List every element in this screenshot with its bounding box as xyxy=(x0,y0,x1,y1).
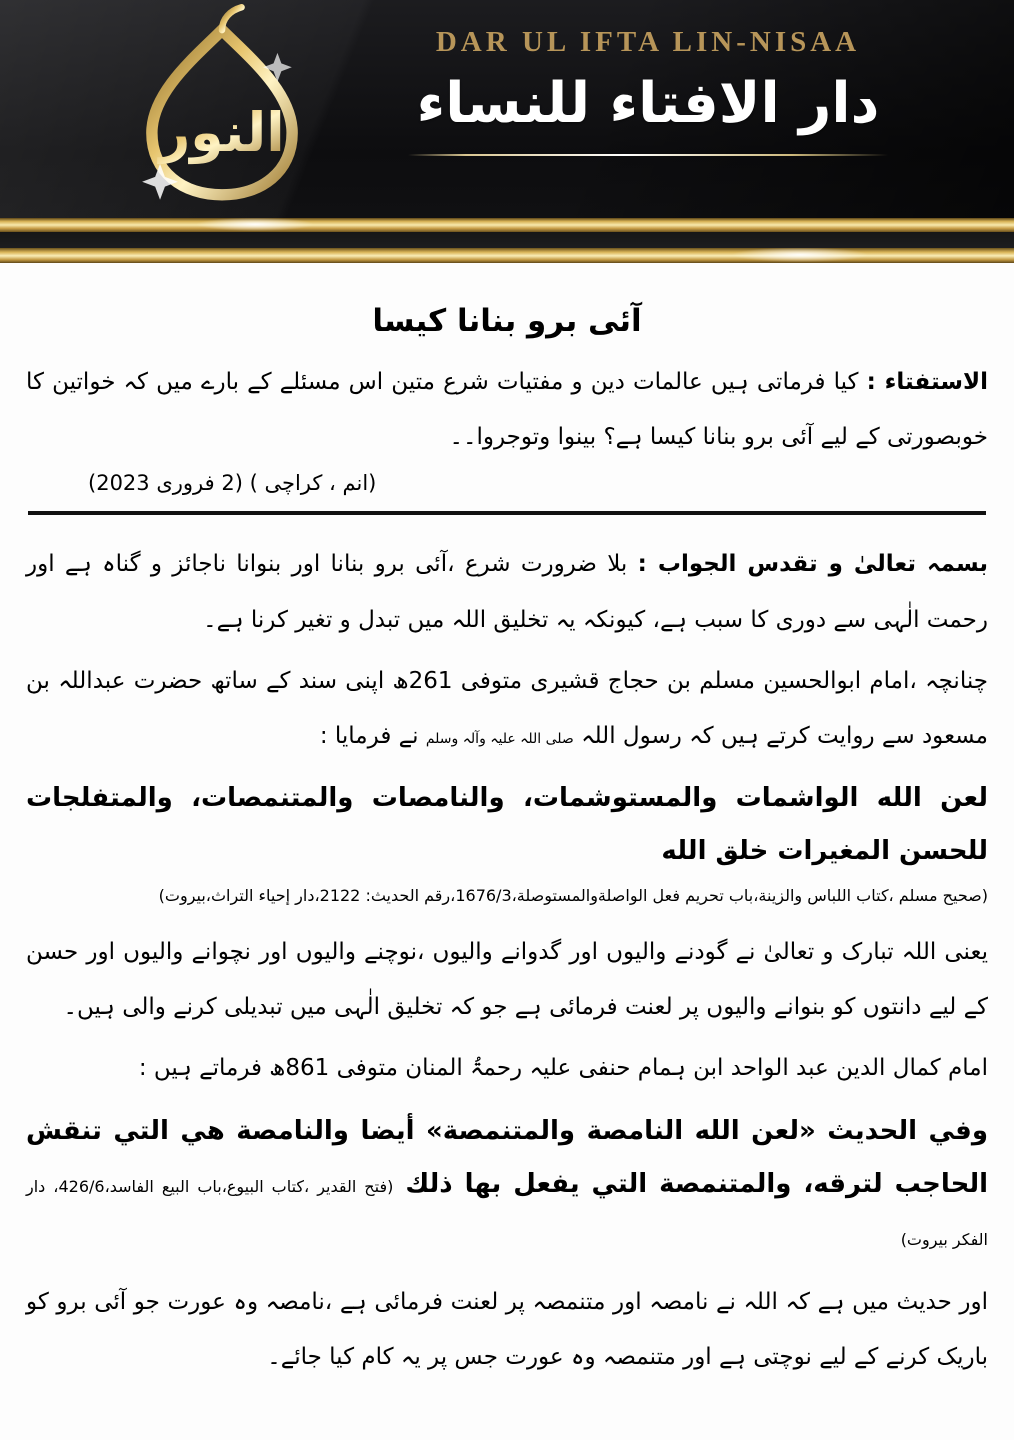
narration-intro-paragraph xyxy=(26,654,988,764)
fatwa-title: آئی برو بنانا کیسا xyxy=(372,303,642,339)
sparkle-icon xyxy=(142,164,178,200)
hadith-arabic-text: لعن الله الواشمات والمستوشمات، والنامصات والمتنمصات، والمتفلجات للحسن المغيرات خلق الله xyxy=(26,783,988,867)
logo-calligraphy-text: النور xyxy=(159,100,285,164)
narration-intro-end: نے فرمایا : xyxy=(319,722,419,749)
alnoor-logo xyxy=(102,4,342,216)
closing-paragraph: اور حدیث میں ہے کہ اللہ نے نامصہ اور متنمصہ پر لعنت فرمائی ہے ،نامصہ وہ عورت جو آئی برو کو باریک کرنے کے لیے نوچتی ہے اور متنمصہ وہ عورت جس پر یہ کام کیا جائے۔ xyxy=(26,1288,988,1370)
banner-titles xyxy=(310,26,986,156)
alnoor-logo-emblem xyxy=(102,4,342,216)
org-name-arabic: دار الافتاء للنساء xyxy=(416,71,880,136)
fatwa-document xyxy=(0,303,1014,1385)
question-label: الاستفتاء : xyxy=(866,369,988,395)
salawat-text: صلی اللہ علیہ وآلہ وسلم xyxy=(425,730,574,747)
logo-finial xyxy=(222,7,242,30)
gold-stripe-bottom xyxy=(0,248,1014,263)
answer-intro-text: بلا ضرورت شرع ،آئی برو بنانا اور بنوانا ناجائز و گناہ ہے اور رحمت الٰہی سے دوری کا سبب ہے، کیونکہ یہ تخلیق اللہ میں تبدل و تغیر کرنا ہے۔ xyxy=(26,551,988,633)
section-divider xyxy=(28,511,986,515)
scholar-intro-paragraph: امام کمال الدین عبد الواحد ابن ہمام حنفی علیہ رحمۃُ المنان متوفی 861ھ فرماتے ہیں : xyxy=(138,1055,988,1082)
question-paragraph xyxy=(26,355,988,465)
scholar-quote-paragraph xyxy=(26,1105,988,1265)
gold-stripe-top xyxy=(0,218,1014,232)
banner-underline xyxy=(408,154,888,156)
stripe-gap xyxy=(0,232,1014,248)
answer-intro-paragraph xyxy=(26,537,988,647)
scholar-quote-arabic: وفي الحديث «لعن الله النامصة والمتنمصة» أيضا والنامصة هي التي تنقش الحاجب لترقه، والمتنمصة التي يفعل بها ذلك xyxy=(26,1115,989,1199)
hadith-reference: (صحيح مسلم ،كتاب اللباس والزينة،باب تحريم فعل الواصلةوالمستوصلة،1676/3،رقم الحديث: 2122،دار إحياء التراث،بيروت) xyxy=(158,885,988,905)
hadith-translation-paragraph: یعنی اللہ تبارک و تعالیٰ نے گودنے والیوں اور گدوانے والیوں ،نوچنے والیوں اور نچوانے والیوں اور حسن کے لیے دانتوں کو بنوانے والیوں پر لعنت فرمائی ہے جو کہ تخلیق الٰہی میں تبدیلی کرنے والی ہیں۔ xyxy=(26,939,988,1021)
question-text: کیا فرماتی ہیں عالمات دین و مفتیات شرع متین اس مسئلے کے بارے میں کہ خواتین کا خوبصورتی کے لیے آئی برو بنانا کیسا ہے؟ بینوا وتوجروا۔۔ xyxy=(26,369,988,451)
narration-intro-text: چنانچہ ،امام ابوالحسین مسلم بن حجاج قشیری متوفی 261ھ اپنی سند کے ساتھ حضرت عبداللہ بن مسعود سے روایت کرتے ہیں کہ رسول اللہ xyxy=(26,667,988,749)
question-attribution: (انم ، کراچی ) (2 فروری 2023) xyxy=(88,471,377,496)
scholar-quote-reference: (فتح القدير ،كتاب البيوع،باب البيع الفاسد،426/6، دار الفكر بيروت) xyxy=(26,1176,988,1250)
org-name-english: DAR UL IFTA LIN-NISAA xyxy=(435,26,861,58)
answer-intro-label: بسمہ تعالیٰ و تقدس الجواب : xyxy=(637,551,988,578)
header-banner xyxy=(0,0,1014,218)
